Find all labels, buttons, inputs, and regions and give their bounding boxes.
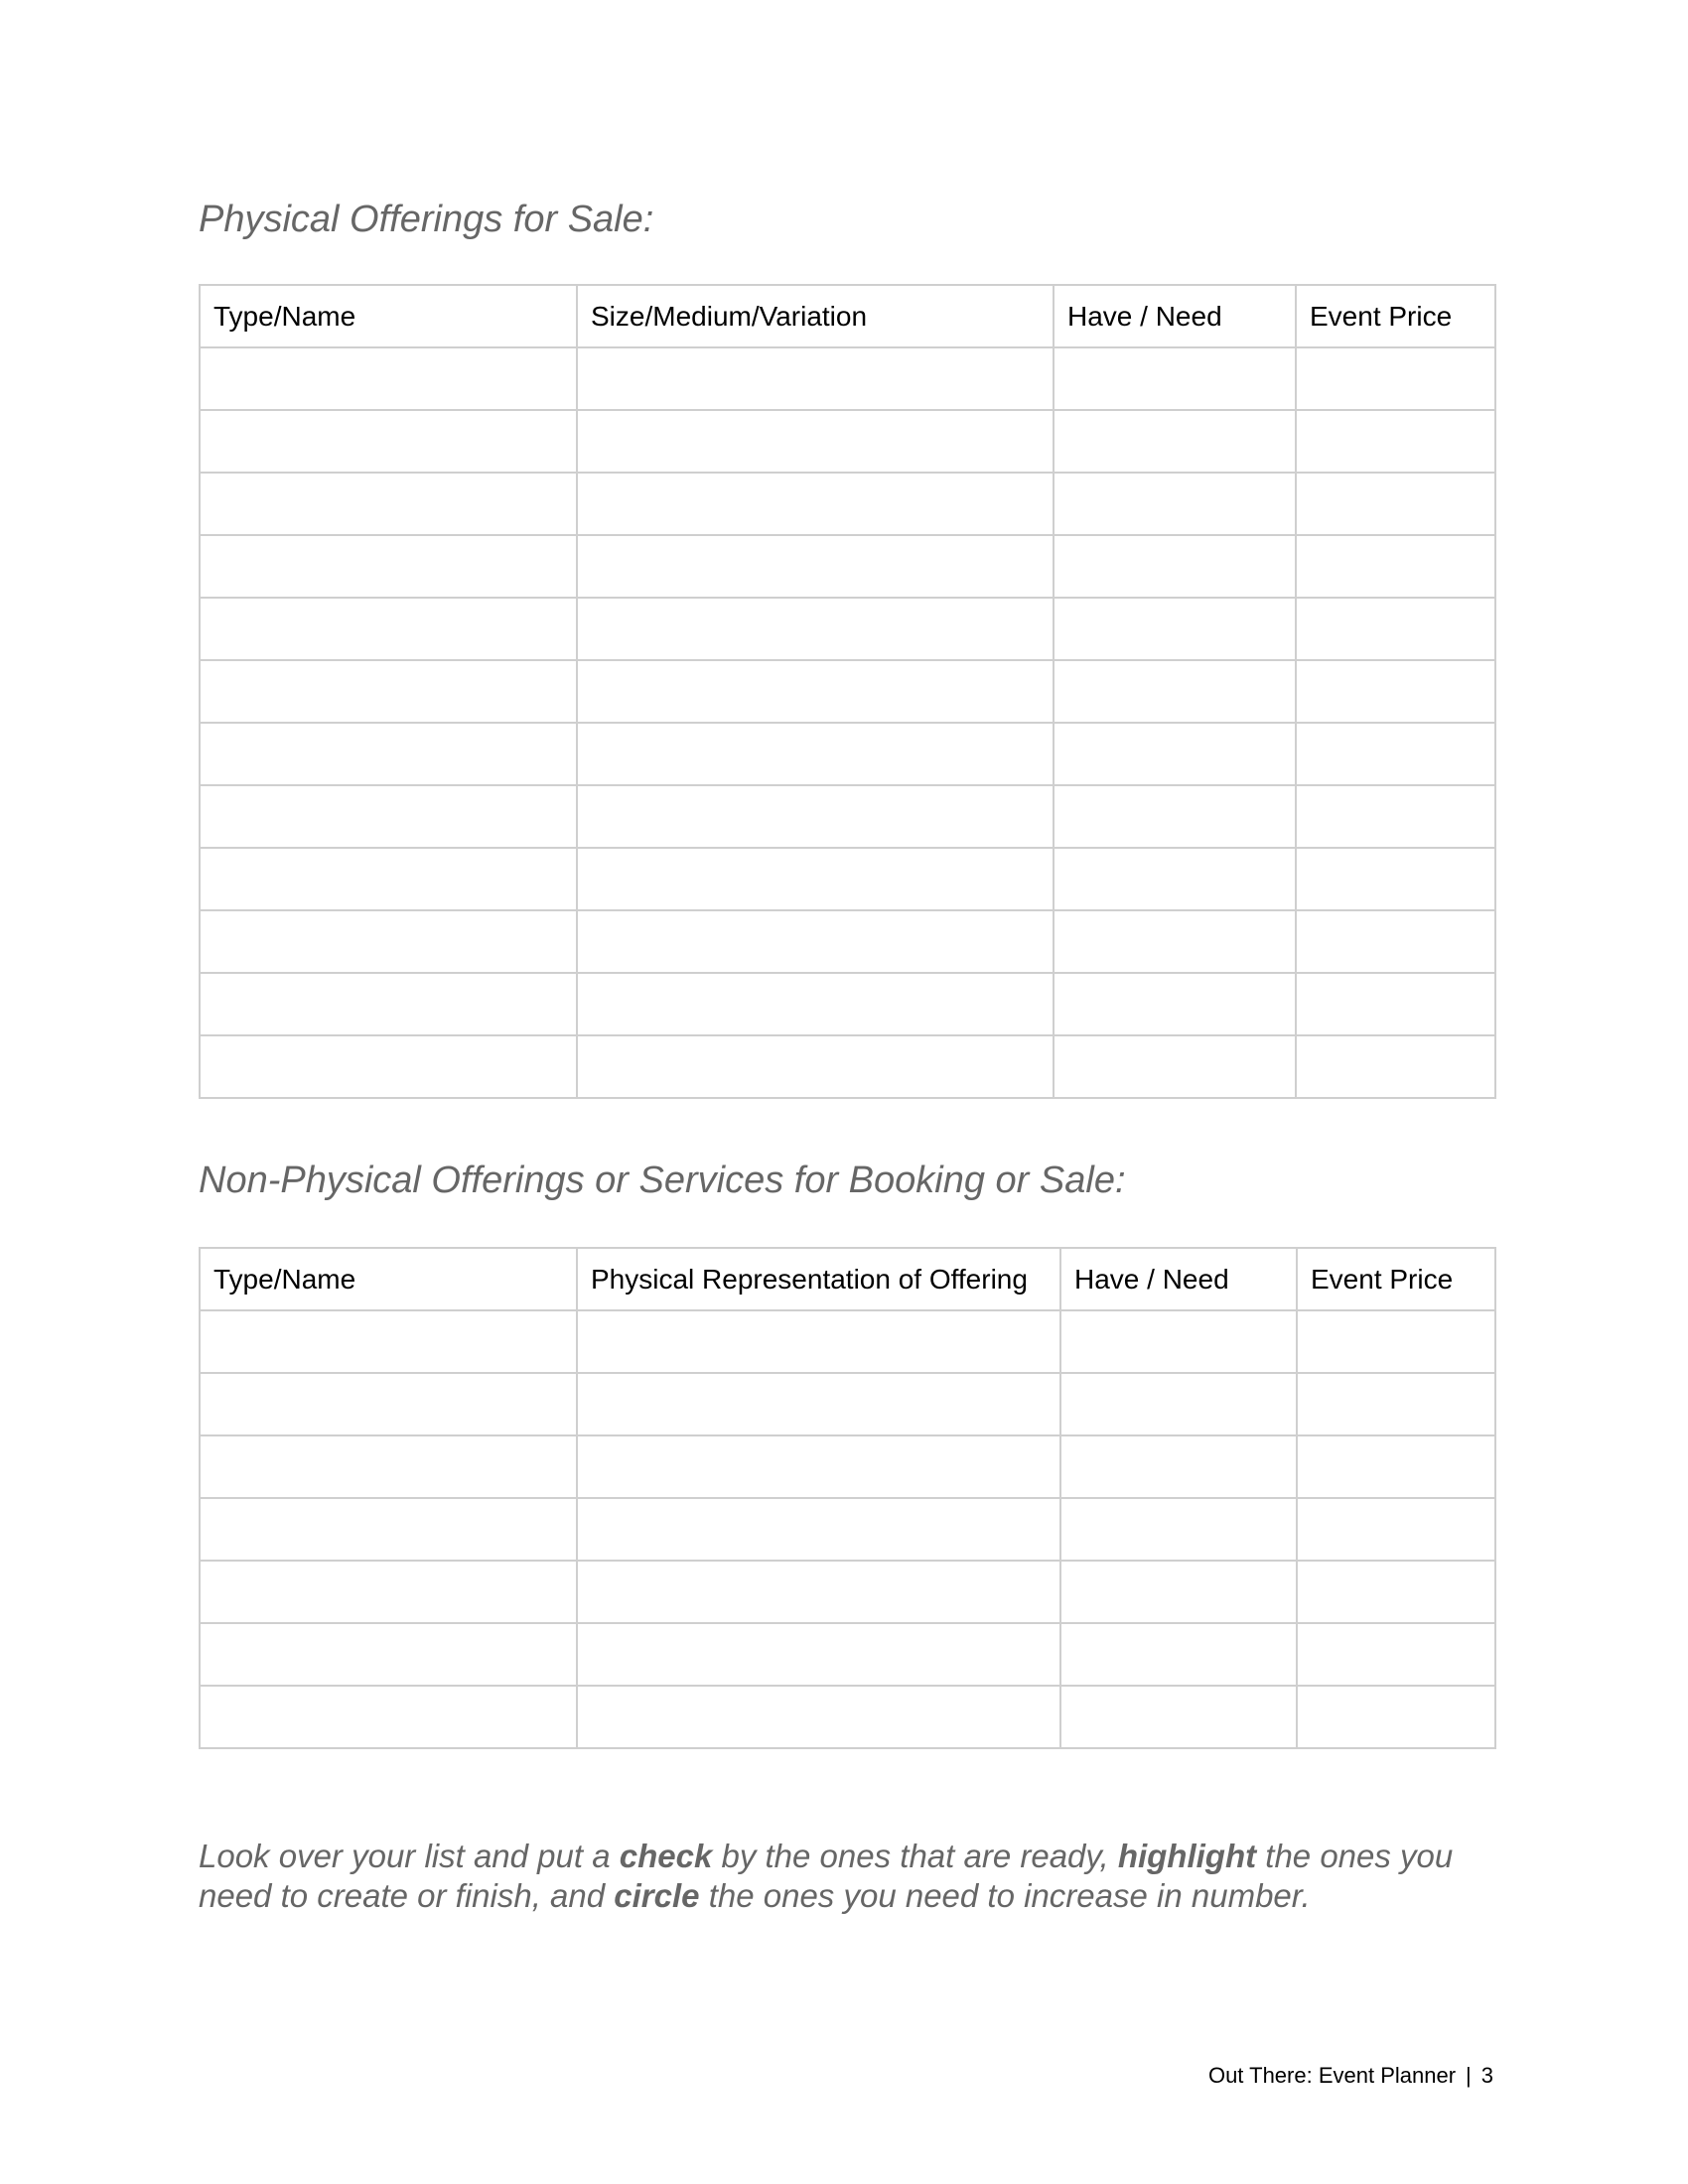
- table-cell: [1297, 1435, 1495, 1498]
- table-row: [200, 347, 1495, 410]
- table-row: [200, 848, 1495, 910]
- table-cell: [577, 598, 1054, 660]
- table-cell: [200, 910, 577, 973]
- table-cell: [1054, 785, 1296, 848]
- table-row: [200, 660, 1495, 723]
- table-cell: [577, 1498, 1060, 1561]
- table-cell: [1296, 723, 1495, 785]
- table-cell: [1296, 785, 1495, 848]
- table-cell: [200, 973, 577, 1035]
- note-emphasis-highlight: highlight: [1117, 1838, 1257, 1874]
- table-cell: [200, 1623, 577, 1686]
- table-cell: [200, 1498, 577, 1561]
- physical-offerings-body: [200, 347, 1495, 1098]
- table-cell: [577, 910, 1054, 973]
- page-number: 3: [1480, 2063, 1493, 2088]
- table-row: [200, 1035, 1495, 1098]
- table-cell: [577, 1310, 1060, 1373]
- column-header: Type/Name: [200, 285, 577, 347]
- table-cell: [1060, 1561, 1297, 1623]
- table-cell: [577, 473, 1054, 535]
- table-cell: [1297, 1561, 1495, 1623]
- table-cell: [1054, 910, 1296, 973]
- table-row: [200, 535, 1495, 598]
- table-row: [200, 1686, 1495, 1748]
- page-footer: [1208, 2063, 1493, 2089]
- instructions-note: [199, 1837, 1509, 1916]
- table-row: [200, 973, 1495, 1035]
- table-row: [200, 1373, 1495, 1435]
- table-row: [200, 723, 1495, 785]
- table-cell: [1060, 1373, 1297, 1435]
- table-cell: [1054, 473, 1296, 535]
- table-cell: [1296, 848, 1495, 910]
- table-cell: [1060, 1435, 1297, 1498]
- table-cell: [200, 1561, 577, 1623]
- table-cell: [1296, 347, 1495, 410]
- table-cell: [1297, 1686, 1495, 1748]
- table-cell: [577, 1623, 1060, 1686]
- table-cell: [577, 848, 1054, 910]
- footer-separator: |: [1466, 2063, 1472, 2088]
- physical-offerings-heading: Physical Offerings for Sale:: [199, 199, 654, 240]
- table-header-row: [200, 285, 1495, 347]
- table-cell: [1297, 1373, 1495, 1435]
- table-cell: [200, 598, 577, 660]
- table-cell: [200, 410, 577, 473]
- table-cell: [1054, 660, 1296, 723]
- footer-title: Out There: Event Planner: [1207, 2063, 1457, 2088]
- table-cell: [1296, 598, 1495, 660]
- table-cell: [1296, 535, 1495, 598]
- table-cell: [200, 473, 577, 535]
- table-row: [200, 1498, 1495, 1561]
- note-text: the ones you need to increase in number.: [699, 1877, 1311, 1914]
- note-text: the ones you need to create or finish, and: [199, 1838, 1454, 1914]
- table-cell: [1296, 973, 1495, 1035]
- table-cell: [1054, 535, 1296, 598]
- table-cell: [1296, 1035, 1495, 1098]
- table-row: [200, 1561, 1495, 1623]
- table-cell: [1297, 1623, 1495, 1686]
- column-header: Have / Need: [1060, 1248, 1297, 1310]
- table-cell: [200, 1310, 577, 1373]
- table-cell: [1296, 910, 1495, 973]
- table-cell: [1054, 347, 1296, 410]
- table-cell: [577, 347, 1054, 410]
- column-header: Type/Name: [200, 1248, 577, 1310]
- non-physical-offerings-table: [199, 1247, 1496, 1749]
- table-row: [200, 785, 1495, 848]
- table-cell: [577, 535, 1054, 598]
- table-cell: [1054, 973, 1296, 1035]
- table-cell: [1060, 1686, 1297, 1748]
- table-cell: [1297, 1310, 1495, 1373]
- table-cell: [1054, 598, 1296, 660]
- non-physical-offerings-heading: Non-Physical Offerings or Services for Booking or Sale:: [199, 1160, 1126, 1201]
- table-cell: [1296, 410, 1495, 473]
- physical-offerings-table: [199, 284, 1496, 1099]
- table-cell: [577, 1035, 1054, 1098]
- column-header: Physical Representation of Offering: [577, 1248, 1060, 1310]
- table-row: [200, 473, 1495, 535]
- table-cell: [200, 1373, 577, 1435]
- table-cell: [577, 785, 1054, 848]
- table-cell: [200, 785, 577, 848]
- table-cell: [577, 410, 1054, 473]
- table-row: [200, 410, 1495, 473]
- table-cell: [200, 660, 577, 723]
- table-cell: [1296, 660, 1495, 723]
- column-header: Event Price: [1297, 1248, 1495, 1310]
- table-cell: [577, 1435, 1060, 1498]
- table-row: [200, 598, 1495, 660]
- table-cell: [200, 1035, 577, 1098]
- note-emphasis-circle: circle: [614, 1877, 700, 1914]
- note-text: by the ones that are ready,: [712, 1838, 1118, 1874]
- table-row: [200, 1623, 1495, 1686]
- table-row: [200, 1310, 1495, 1373]
- table-cell: [577, 1686, 1060, 1748]
- note-text: Look over your list and put a: [199, 1838, 620, 1874]
- table-cell: [200, 1686, 577, 1748]
- table-cell: [1054, 410, 1296, 473]
- table-cell: [200, 347, 577, 410]
- table-cell: [1060, 1310, 1297, 1373]
- table-cell: [1297, 1498, 1495, 1561]
- table-cell: [1054, 848, 1296, 910]
- table-header-row: [200, 1248, 1495, 1310]
- table-cell: [1054, 723, 1296, 785]
- table-cell: [1054, 1035, 1296, 1098]
- table-cell: [1296, 473, 1495, 535]
- non-physical-offerings-body: [200, 1310, 1495, 1748]
- column-header: Event Price: [1296, 285, 1495, 347]
- table-cell: [200, 723, 577, 785]
- column-header: Size/Medium/Variation: [577, 285, 1054, 347]
- table-row: [200, 1435, 1495, 1498]
- table-cell: [577, 723, 1054, 785]
- column-header: Have / Need: [1054, 285, 1296, 347]
- table-cell: [200, 848, 577, 910]
- table-row: [200, 910, 1495, 973]
- table-cell: [1060, 1623, 1297, 1686]
- table-cell: [577, 1561, 1060, 1623]
- table-cell: [577, 973, 1054, 1035]
- table-cell: [200, 1435, 577, 1498]
- table-cell: [1060, 1498, 1297, 1561]
- note-emphasis-check: check: [619, 1838, 713, 1874]
- table-cell: [577, 660, 1054, 723]
- table-cell: [577, 1373, 1060, 1435]
- table-cell: [200, 535, 577, 598]
